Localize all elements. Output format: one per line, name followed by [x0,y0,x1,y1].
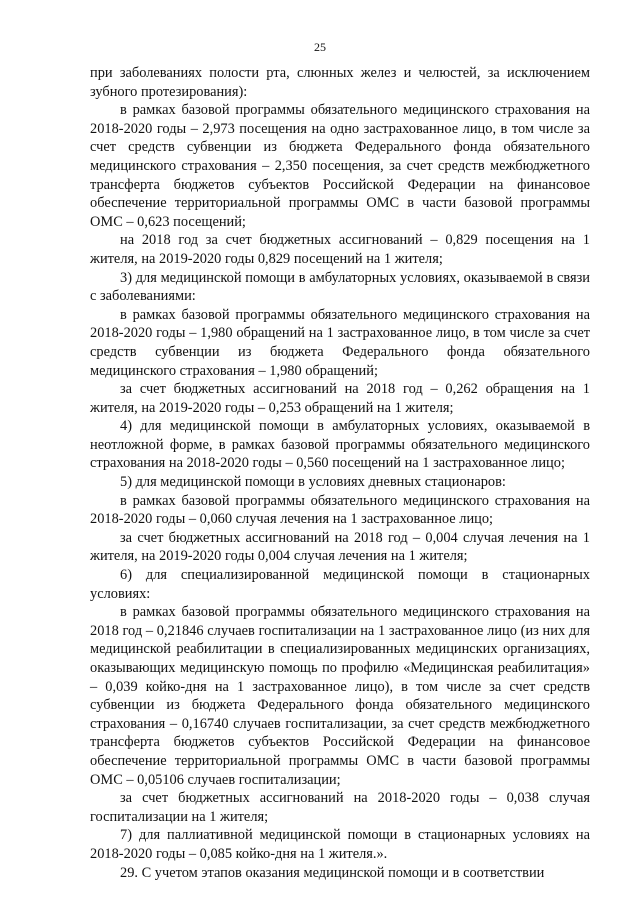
paragraph: в рамках базовой программы обязательного медицинского страхования на 2018-2020 годы – 1,980 обращений на 1 застрахованное лицо, в том числе за счет средств субвенции из бюджета Федерального фонда обязательного медицинского страхования – 1,980 обращений; [90,306,590,379]
paragraph: за счет бюджетных ассигнований на 2018 год – 0,004 случая лечения на 1 жителя, на 2019-2020 годы 0,004 случая лечения на 1 жителя; [90,529,590,565]
paragraph: на 2018 год за счет бюджетных ассигнований – 0,829 посещения на 1 жителя, на 2019-2020 годы 0,829 посещений на 1 жителя; [90,232,590,267]
paragraph: за счет бюджетных ассигнований на 2018 год – 0,262 обращения на 1 жителя, на 2019-2020 годы – 0,253 обращений на 1 жителя; [90,381,590,416]
page-number: 25 [314,40,326,54]
paragraph: в рамках базовой программы обязательного медицинского страхования на 2018-2020 годы – 0,060 случая лечения на 1 застрахованное лицо; [90,492,590,528]
document-body [90,64,590,882]
paragraph: в рамках базовой программы обязательного медицинского страхования на 2018 год – 0,21846 случаев госпитализации на 1 застрахованное лицо (из них для медицинской реабилитации в специализированных медицинских организациях, оказывающих медицинскую помощь по профилю «Медицинская реабилитация» – 0,039 койко-дня на 1 застрахованное лицо), в том числе за счет средств субвенции из бюджета Федерального фонда обязательного медицинского страхования – 0,16740 случаев госпитализации, за счет средств межбюджетного трансферта бюджетов субъектов Российской Федерации на финансовое обеспечение территориальной программы ОМС в части базовой программы ОМС – 0,05106 случаев госпитализации; [90,604,590,788]
paragraph: 7) для паллиативной медицинской помощи в стационарных условиях на 2018-2020 годы – 0,085 койко-дня на 1 жителя.». [90,827,590,862]
paragraph: 3) для медицинской помощи в амбулаторных условиях, оказываемой в связи с заболеваниями: [90,269,590,305]
paragraph: 4) для медицинской помощи в амбулаторных условиях, оказываемой в неотложной форме, в рамках базовой программы обязательного медицинского страхования на 2018-2020 годы – 0,560 посещений на 1 застрахованное лицо; [90,418,590,472]
paragraph: 29. С учетом этапов оказания медицинской помощи и в соответствии [120,864,545,881]
paragraph: в рамках базовой программы обязательного медицинского страхования на 2018-2020 годы – 2,973 посещения на одно застрахованное лицо, в том числе за счет средств субвенции из бюджета Федерального фонда обязательного медицинского страхования – 2,350 посещения, за счет средств межбюджетного трансферта бюджетов субъектов Российской Федерации на финансовое обеспечение территориальной программы ОМС в части базовой программы ОМС – 0,623 посещений; [90,102,590,230]
paragraph: 6) для специализированной медицинской помощи в стационарных условиях: [90,567,590,602]
paragraph: 5) для медицинской помощи в условиях дневных стационаров: [120,474,506,491]
paragraph: при заболеваниях полости рта, слюнных желез и челюстей, за исключением зубного протезирования): [90,65,590,100]
paragraph: за счет бюджетных ассигнований на 2018-2020 годы – 0,038 случая госпитализации на 1 жителя; [90,790,590,825]
